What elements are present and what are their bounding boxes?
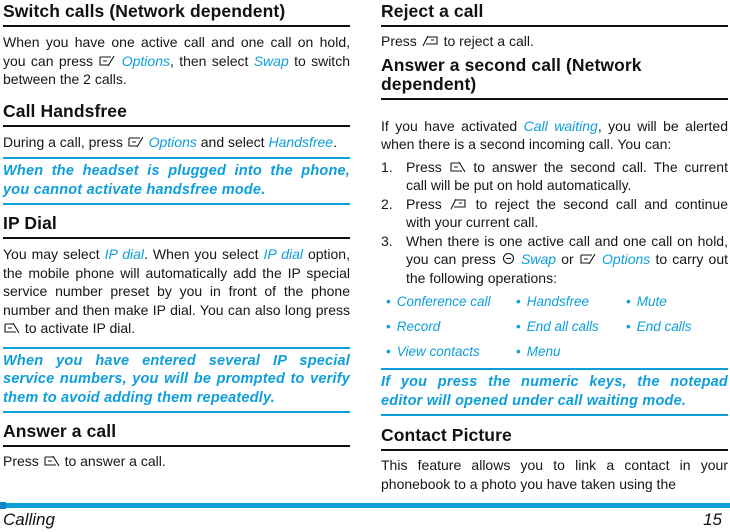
bullet-icon: • (386, 319, 391, 334)
section-reject-call (381, 2, 728, 51)
answer-call-key-icon (450, 161, 466, 173)
section-heading: Answer a second call (Network dependent) (381, 56, 728, 100)
bullet-icon: • (516, 294, 521, 309)
operation-item: • Handsfree (516, 294, 590, 309)
operation-item: • End all calls (516, 319, 599, 334)
section-ip-dial (3, 214, 350, 413)
step-item: 2. Press to reject the second call and continue with your current call. (381, 195, 728, 230)
options-ref: Options (148, 133, 197, 150)
operation-item: • View contacts (386, 344, 480, 359)
operation-item: • Record (386, 319, 441, 334)
bullet-icon: • (626, 319, 631, 334)
bullet-icon: • (626, 294, 631, 309)
reject-call-key-icon (450, 198, 467, 210)
operation-item-empty (626, 343, 728, 360)
step-number: 2. (381, 195, 393, 212)
operation-item: • Mute (626, 294, 667, 309)
options-ref: Options (602, 251, 651, 267)
footer-rule-notch (0, 502, 6, 509)
bullet-icon: • (386, 344, 391, 359)
call-operations-list (381, 293, 728, 360)
options-softkey-icon (128, 136, 144, 148)
reject-call-key-icon (422, 35, 439, 47)
options-ref: Options (121, 52, 170, 69)
swap-ref: Swap (521, 251, 557, 267)
section-heading: Switch calls (Network dependent) (3, 2, 350, 27)
ok-center-key-icon (502, 252, 515, 265)
operation-item: • Menu (516, 344, 561, 359)
swap-ref: Swap (253, 52, 289, 69)
paragraph: You may select IP dial. When you select IP dial option, the mobile phone will automatically add the IP special service number preset by you in front of the phone number and then make IP dial. You can also long press to activate IP dial. (3, 246, 350, 336)
section-contact-picture (381, 426, 728, 493)
note-ip-numbers: When you have entered several IP special service numbers, you will be prompted to verify them to avoid adding them repeatedly. (3, 347, 350, 414)
answer-call-key-icon (4, 322, 20, 334)
paragraph: During a call, press Options and select Handsfree. (3, 133, 337, 150)
step-item: 1. Press to answer the second call. The current call will be put on hold automatically. (381, 158, 728, 193)
handsfree-ref: Handsfree (268, 133, 334, 150)
section-heading: Answer a call (3, 422, 350, 447)
step-item: 3. When there is one active call and one call on hold, you can press Swap or Options to carry out the following operations: (381, 232, 729, 286)
call-waiting-ref: Call waiting (523, 117, 598, 134)
right-column (381, 2, 728, 502)
paragraph: If you have activated Call waiting, you will be alerted when there is a second incoming call. You can: (381, 117, 728, 152)
answer-call-key-icon (44, 455, 60, 467)
paragraph: When you have one active call and one call on hold, you can press Options, then select Swap to switch between the 2 calls. (3, 34, 350, 87)
paragraph: Press to answer a call. (3, 453, 166, 469)
note-notepad: If you press the numeric keys, the notepad editor will opened under call waiting mode. (381, 368, 728, 416)
footer-page-number: 15 (703, 510, 722, 529)
section-call-handsfree (3, 102, 350, 206)
section-answer-second-call (381, 56, 728, 417)
page-footer (3, 510, 722, 530)
note-headset: When the headset is plugged into the phone, you cannot activate handsfree mode. (3, 157, 350, 205)
step-number: 3. (381, 232, 393, 249)
operation-item: • End calls (626, 319, 692, 334)
ip-dial-ref: IP dial (263, 246, 303, 262)
operation-item: • Conference call (386, 294, 491, 309)
options-softkey-icon (580, 253, 596, 265)
bullet-icon: • (516, 344, 521, 359)
paragraph: This feature allows you to link a contact in your phonebook to a photo you have taken using the (381, 457, 728, 492)
step-number: 1. (381, 158, 393, 175)
section-heading: Contact Picture (381, 426, 728, 451)
section-heading: Reject a call (381, 2, 728, 27)
ip-dial-ref: IP dial (104, 246, 145, 262)
left-column (3, 2, 350, 502)
section-switch-calls (3, 2, 350, 89)
footer-chapter-label: Calling (3, 510, 55, 529)
paragraph: Press to reject a call. (381, 33, 534, 49)
options-softkey-icon (99, 55, 115, 67)
section-heading: IP Dial (3, 214, 350, 239)
section-answer-call (3, 422, 350, 471)
section-heading: Call Handsfree (3, 102, 350, 127)
bullet-icon: • (516, 319, 521, 334)
bullet-icon: • (386, 294, 391, 309)
footer-rule (0, 503, 730, 508)
